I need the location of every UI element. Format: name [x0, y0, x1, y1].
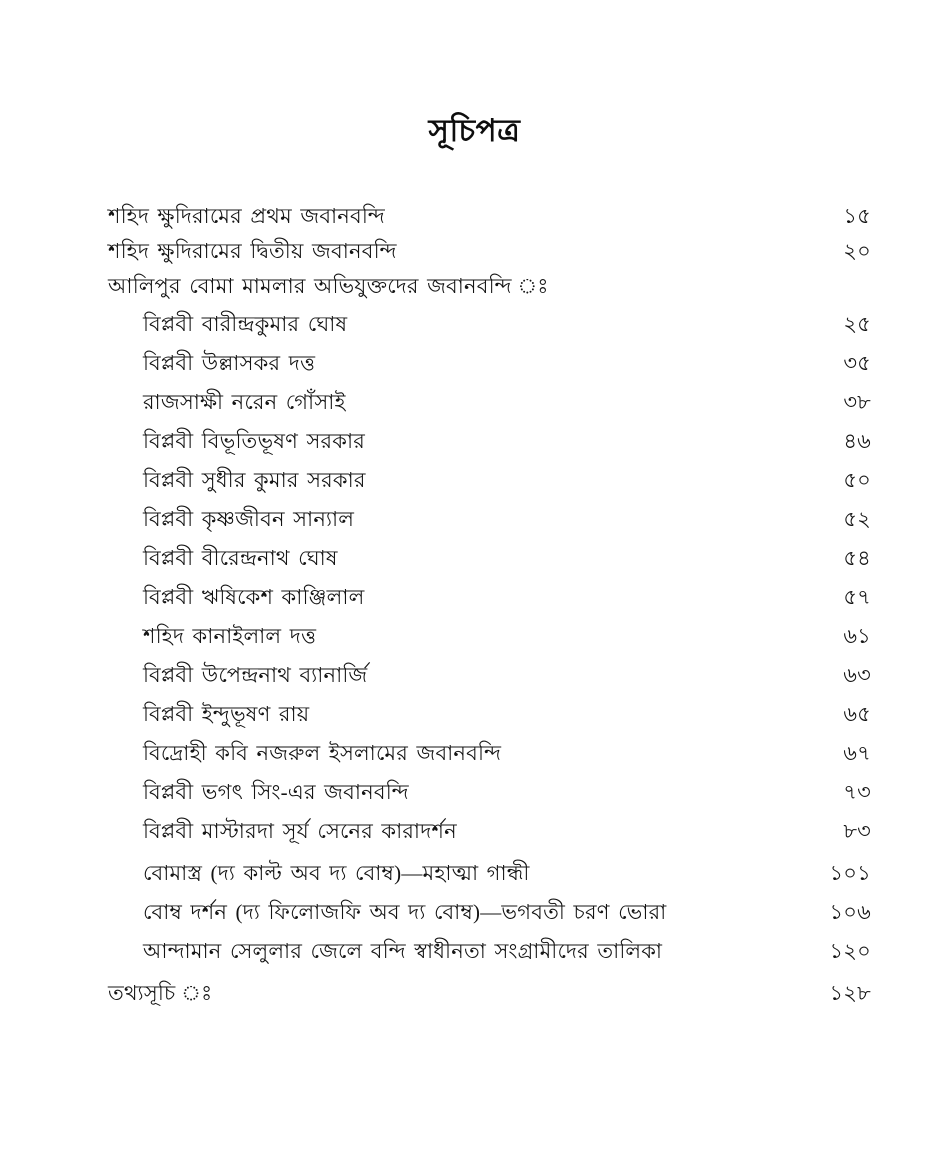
toc-entry[interactable] — [0, 276, 949, 311]
toc-entry-page-number: ৫৭ — [843, 585, 871, 609]
toc-entry-label: আন্দামান সেলুলার জেলে বন্দি স্বাধীনতা সংগ্রামীদের তালিকা — [143, 939, 663, 963]
toc-entry-page-number: ৫৪ — [843, 546, 871, 570]
toc-entry[interactable] — [0, 353, 949, 392]
toc-entry-page-number: ৪৬ — [843, 429, 871, 453]
toc-entry[interactable] — [0, 983, 949, 1018]
toc-entry-label: বিপ্লবী ভগৎ সিং-এর জবানবন্দি — [143, 780, 409, 804]
toc-entry[interactable] — [0, 941, 949, 980]
toc-entry-label: তথ্যসূচি ঃ — [108, 981, 216, 1005]
toc-entry-label: বোম্ব দর্শন (দ্য ফিলোজফি অব দ্য বোম্ব)—ভগবতী চরণ ভোরা — [143, 900, 667, 924]
toc-entry-label: বিপ্লবী বীরেন্দ্রনাথ ঘোষ — [143, 546, 338, 570]
toc-entry-page-number: ৭৩ — [843, 780, 871, 804]
toc-entry[interactable] — [0, 587, 949, 626]
toc-entry-page-number: ২৫ — [843, 312, 871, 336]
toc-entry[interactable] — [0, 241, 949, 276]
toc-entry-label: বিপ্লবী উপেন্দ্রনাথ ব্যানার্জি — [143, 663, 368, 687]
toc-entry-label: বিপ্লবী বিভূতিভূষণ সরকার — [143, 429, 366, 453]
toc-entry[interactable] — [0, 206, 949, 241]
toc-entry-page-number: ৬৫ — [843, 702, 871, 726]
toc-entry[interactable] — [0, 821, 949, 860]
toc-entry-label: বোমাস্ত্র (দ্য কাল্ট অব দ্য বোম্ব)—মহাত্মা গান্ধী — [143, 861, 530, 885]
toc-entry-label: বিপ্লবী ইন্দুভূষণ রায় — [143, 702, 310, 726]
toc-entry-page-number: ৬১ — [843, 624, 871, 648]
toc-entry[interactable] — [0, 431, 949, 470]
page-title: সূচিপত্র — [428, 113, 521, 148]
toc-entry-label: বিপ্লবী উল্লাসকর দত্ত — [143, 351, 316, 375]
toc-entry-page-number: ১০১ — [829, 861, 871, 885]
toc-entry-page-number: ৫২ — [843, 507, 871, 531]
toc-entry-page-number: ১২৮ — [829, 981, 871, 1005]
toc-entry-label: বিপ্লবী কৃষ্ণজীবন সান্যাল — [143, 507, 355, 531]
toc-entry-label: রাজসাক্ষী নরেন গোঁসাই — [143, 390, 346, 414]
toc-entry[interactable] — [0, 314, 949, 353]
toc-entry[interactable] — [0, 470, 949, 509]
toc-entry[interactable] — [0, 863, 949, 902]
toc-entry-page-number: ৬৭ — [843, 741, 871, 765]
toc-entry[interactable] — [0, 548, 949, 587]
toc-entry[interactable] — [0, 902, 949, 941]
toc-entry-page-number: ৬৩ — [843, 663, 871, 687]
toc-entry-page-number: ৩৮ — [843, 390, 871, 414]
toc-entry-label: বিপ্লবী বারীন্দ্রকুমার ঘোষ — [143, 312, 348, 336]
toc-entry-label: শহিদ ক্ষুদিরামের দ্বিতীয় জবানবন্দি — [108, 239, 397, 263]
toc-entry-page-number: ১৫ — [843, 204, 871, 228]
toc-entry[interactable] — [0, 704, 949, 743]
toc-entry[interactable] — [0, 509, 949, 548]
toc-entry-page-number: ৮৩ — [843, 819, 871, 843]
toc-entry-page-number: ১২০ — [829, 939, 871, 963]
toc-entry-page-number: ১০৬ — [829, 900, 871, 924]
toc-entry-label: বিপ্লবী ঋষিকেশ কাঞ্জিলাল — [143, 585, 365, 609]
toc-entry-page-number: ২০ — [843, 239, 871, 263]
toc-entry[interactable] — [0, 665, 949, 704]
toc-entry-page-number: ৫০ — [843, 468, 871, 492]
toc-entry-page-number: ৩৫ — [843, 351, 871, 375]
toc-entry[interactable] — [0, 743, 949, 782]
toc-entry-label: বিপ্লবী মাস্টারদা সূর্য সেনের কারাদর্শন — [143, 819, 457, 843]
toc-entry-label: আলিপুর বোমা মামলার অভিযুক্তদের জবানবন্দি ঃ — [108, 274, 552, 298]
toc-entry-label: বিদ্রোহী কবি নজরুল ইসলামের জবানবন্দি — [143, 741, 502, 765]
toc-entry-label: শহিদ কানাইলাল দত্ত — [143, 624, 317, 648]
toc-entry[interactable] — [0, 626, 949, 665]
table-of-contents-list — [0, 206, 949, 1018]
toc-entry[interactable] — [0, 782, 949, 821]
toc-entry[interactable] — [0, 392, 949, 431]
toc-entry-label: শহিদ ক্ষুদিরামের প্রথম জবানবন্দি — [108, 204, 385, 228]
toc-entry-label: বিপ্লবী সুধীর কুমার সরকার — [143, 468, 366, 492]
